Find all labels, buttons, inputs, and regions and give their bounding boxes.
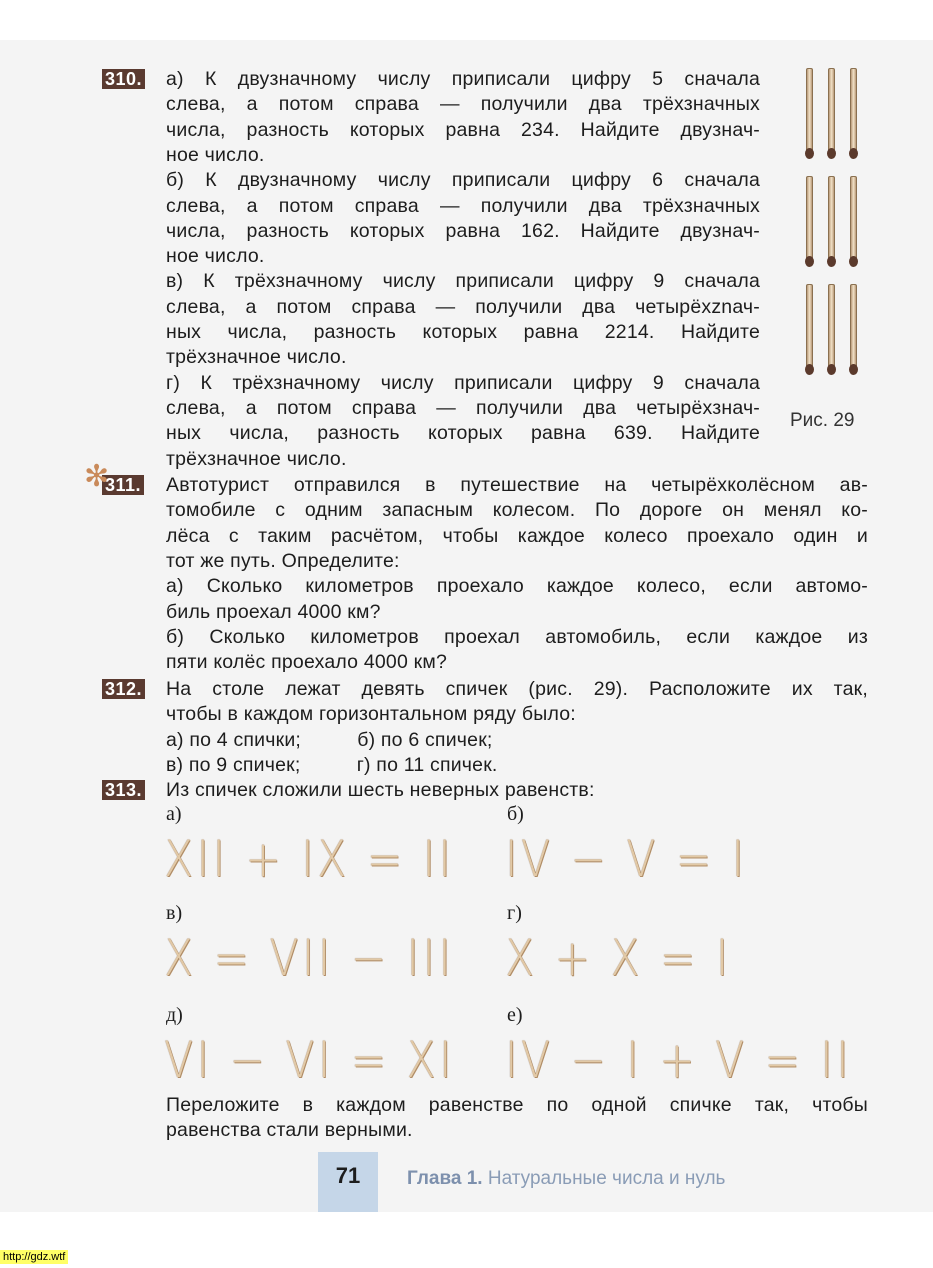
equation-label: в) [166, 902, 183, 924]
matchstick-equation: VI − VI = XI [164, 1031, 455, 1089]
chapter-label: Глава 1. [407, 1168, 483, 1189]
text-line: лёса с таким расчётом, чтобы каждое колесо проехало один и [166, 524, 868, 547]
problem-number: 310. [102, 69, 145, 89]
equation-label: д) [166, 1004, 183, 1026]
text-line: г) К трёхзначному числу приписали цифру 9 сначала [166, 371, 760, 394]
match-stick-icon [828, 284, 835, 370]
text-line: томобиле с одним запасным колесом. По дороге он менял ко- [166, 499, 868, 522]
matchstick-equation: IV − V = I [505, 830, 748, 888]
text-line: ное число. [166, 143, 265, 166]
text-line: числа, разность которых равна 162. Найдите двузнач- [166, 219, 760, 242]
equation-label: б) [507, 803, 524, 825]
text-line: числа, разность которых равна 234. Найдите двузнач- [166, 118, 760, 141]
matchstick-equation: X + X = I [505, 929, 732, 987]
text-line: чтобы в каждом горизонтальном ряду было: [166, 703, 576, 726]
problem-number: 312. [102, 679, 145, 699]
match-stick-icon [806, 284, 813, 370]
equation-label: г) [507, 902, 522, 924]
text-line: трёхзначное число. [166, 346, 347, 369]
equation-label: а) [166, 803, 182, 825]
text-line: На столе лежат девять спичек (рис. 29). Расположите их так, [166, 678, 868, 700]
match-stick-icon [850, 284, 857, 370]
text-line: слева, а потом справа — получили два трёхзначных [166, 93, 760, 116]
match-stick-icon [828, 68, 835, 154]
page-number: 71 [318, 1152, 378, 1212]
text-line: в) К трёхзначному числу приписали цифру 9 сначала [166, 270, 760, 293]
matchstick-equation: X = VII − III [164, 929, 455, 987]
text-line: слева, а потом справа — получили два трёхзначных [166, 194, 760, 217]
text-line: слева, а потом справа — получили два четырёхзнач- [166, 396, 760, 419]
match-stick-icon [850, 176, 857, 262]
match-stick-icon [850, 68, 857, 154]
text-line: а) К двузначному числу приписали цифру 5 сначала [166, 68, 760, 90]
text-line: равенства стали верными. [166, 1119, 413, 1141]
text-line: Из спичек сложили шесть неверных равенств: [166, 779, 595, 801]
watermark[interactable]: http://gdz.wtf [0, 1250, 68, 1264]
text-line: в) по 9 спичек; г) по 11 спичек. [166, 753, 498, 776]
text-line: Переложите в каждом равенстве по одной спичке так, чтобы [166, 1094, 868, 1116]
text-line: а) по 4 спички; б) по 6 спичек; [166, 728, 493, 751]
matchstick-equation: IV − I + V = II [505, 1031, 853, 1089]
text-line: биль проехал 4000 км? [166, 600, 381, 623]
text-line: тот же путь. Определите: [166, 549, 400, 572]
text-line: слева, а потом справа — получили два четырёхznач- [166, 295, 760, 318]
text-line: Автотурист отправился в путешествие на четырёхколёсном ав- [166, 474, 868, 496]
text-line: ное число. [166, 245, 265, 268]
match-stick-icon [806, 176, 813, 262]
text-line: пяти колёс проехало 4000 км? [166, 651, 447, 674]
text-line: а) Сколько километров проехало каждое колесо, если автомо- [166, 575, 868, 598]
problem-number: 313. [102, 780, 145, 800]
match-stick-icon [828, 176, 835, 262]
match-stick-icon [806, 68, 813, 154]
problem-number: 311. [102, 475, 144, 495]
running-footer [407, 1168, 725, 1190]
equation-label: е) [507, 1004, 523, 1026]
text-line: б) Сколько километров проехал автомобиль, если каждое из [166, 625, 868, 648]
text-line: ных числа, разность которых равна 639. Найдите [166, 422, 760, 445]
figure-caption: Рис. 29 [790, 410, 855, 431]
text-line: трёхзначное число. [166, 447, 347, 470]
text-line: б) К двузначному числу приписали цифру 6 сначала [166, 169, 760, 192]
matchstick-equation: XII + IX = II [164, 830, 455, 888]
star-icon: ✻ [84, 460, 110, 493]
text-line: ных числа, разность которых равна 2214. Найдите [166, 321, 760, 343]
chapter-title: Натуральные числа и нуль [487, 1168, 726, 1189]
